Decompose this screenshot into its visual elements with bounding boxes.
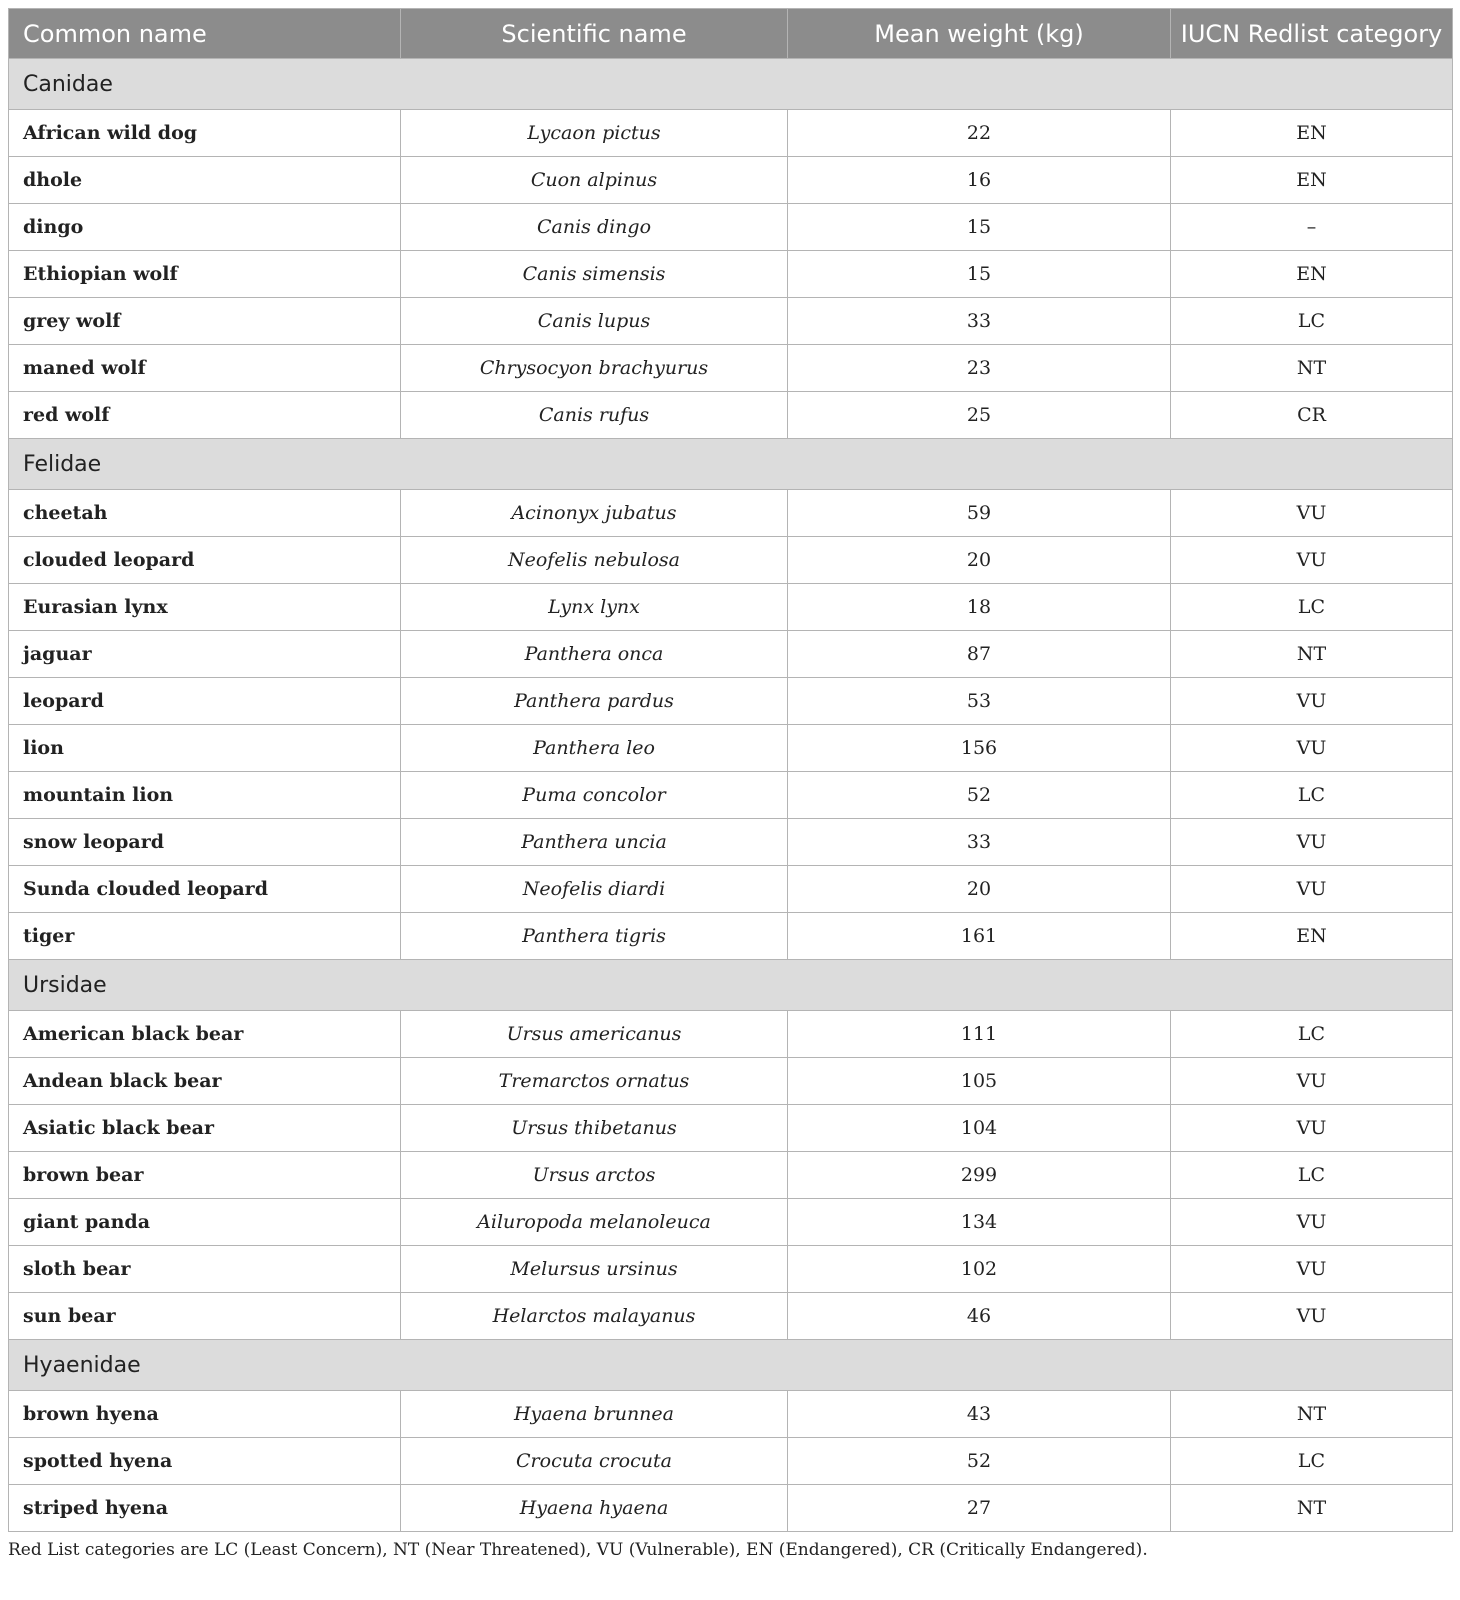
iucn-category-cell: EN <box>1171 251 1453 298</box>
scientific-name-cell: Canis simensis <box>401 251 788 298</box>
iucn-category-cell: VU <box>1171 490 1453 537</box>
mean-weight-cell: 43 <box>788 1391 1171 1438</box>
common-name-cell: snow leopard <box>9 819 401 866</box>
table-row <box>9 913 1453 960</box>
scientific-name-cell: Cuon alpinus <box>401 157 788 204</box>
table-row <box>9 1293 1453 1340</box>
table-row <box>9 1485 1453 1532</box>
table-row <box>9 1438 1453 1485</box>
mean-weight-cell: 59 <box>788 490 1171 537</box>
mean-weight-cell: 33 <box>788 298 1171 345</box>
header-common-name: Common name <box>9 9 401 59</box>
group-row-felidae <box>9 439 1453 490</box>
mean-weight-cell: 27 <box>788 1485 1171 1532</box>
common-name-cell: lion <box>9 725 401 772</box>
iucn-category-cell: EN <box>1171 913 1453 960</box>
mean-weight-cell: 16 <box>788 157 1171 204</box>
table-row <box>9 157 1453 204</box>
mean-weight-cell: 111 <box>788 1011 1171 1058</box>
scientific-name-cell: Panthera onca <box>401 631 788 678</box>
iucn-category-cell: CR <box>1171 392 1453 439</box>
mean-weight-cell: 52 <box>788 1438 1171 1485</box>
mean-weight-cell: 299 <box>788 1152 1171 1199</box>
mean-weight-cell: 23 <box>788 345 1171 392</box>
common-name-cell: red wolf <box>9 392 401 439</box>
table-row <box>9 584 1453 631</box>
common-name-cell: striped hyena <box>9 1485 401 1532</box>
group-row-canidae <box>9 59 1453 110</box>
mean-weight-cell: 87 <box>788 631 1171 678</box>
header-mean-weight: Mean weight (kg) <box>788 9 1171 59</box>
mean-weight-cell: 15 <box>788 251 1171 298</box>
iucn-category-cell: LC <box>1171 1011 1453 1058</box>
table-row <box>9 110 1453 157</box>
mean-weight-cell: 46 <box>788 1293 1171 1340</box>
scientific-name-cell: Melursus ursinus <box>401 1246 788 1293</box>
common-name-cell: leopard <box>9 678 401 725</box>
scientific-name-cell: Canis rufus <box>401 392 788 439</box>
mean-weight-cell: 20 <box>788 537 1171 584</box>
iucn-category-cell: EN <box>1171 157 1453 204</box>
scientific-name-cell: Puma concolor <box>401 772 788 819</box>
mean-weight-cell: 15 <box>788 204 1171 251</box>
iucn-category-cell: VU <box>1171 1246 1453 1293</box>
mean-weight-cell: 105 <box>788 1058 1171 1105</box>
common-name-cell: spotted hyena <box>9 1438 401 1485</box>
iucn-category-cell: LC <box>1171 1152 1453 1199</box>
common-name-cell: Sunda clouded leopard <box>9 866 401 913</box>
common-name-cell: clouded leopard <box>9 537 401 584</box>
iucn-category-cell: VU <box>1171 678 1453 725</box>
header-row <box>9 9 1453 59</box>
table-body <box>9 59 1453 1532</box>
iucn-category-cell: NT <box>1171 1485 1453 1532</box>
mean-weight-cell: 104 <box>788 1105 1171 1152</box>
scientific-name-cell: Chrysocyon brachyurus <box>401 345 788 392</box>
header-scientific-name: Scientific name <box>401 9 788 59</box>
common-name-cell: sun bear <box>9 1293 401 1340</box>
header-iucn-category: IUCN Redlist category <box>1171 9 1453 59</box>
scientific-name-cell: Lycaon pictus <box>401 110 788 157</box>
table-row <box>9 725 1453 772</box>
common-name-cell: Eurasian lynx <box>9 584 401 631</box>
table-row <box>9 1011 1453 1058</box>
table-row <box>9 392 1453 439</box>
table-row <box>9 1246 1453 1293</box>
iucn-category-cell: – <box>1171 204 1453 251</box>
scientific-name-cell: Tremarctos ornatus <box>401 1058 788 1105</box>
iucn-category-cell: LC <box>1171 298 1453 345</box>
group-row-hyaenidae <box>9 1340 1453 1391</box>
table-row <box>9 631 1453 678</box>
scientific-name-cell: Canis lupus <box>401 298 788 345</box>
table-row <box>9 866 1453 913</box>
scientific-name-cell: Crocuta crocuta <box>401 1438 788 1485</box>
table-row <box>9 1105 1453 1152</box>
table-row <box>9 298 1453 345</box>
scientific-name-cell: Canis dingo <box>401 204 788 251</box>
footnote: Red List categories are LC (Least Concern), NT (Near Threatened), VU (Vulnerable), EN (Endangered), CR (Critically Endangered). <box>8 1540 1148 1560</box>
common-name-cell: cheetah <box>9 490 401 537</box>
species-table <box>8 8 1453 1532</box>
scientific-name-cell: Neofelis nebulosa <box>401 537 788 584</box>
scientific-name-cell: Panthera pardus <box>401 678 788 725</box>
scientific-name-cell: Acinonyx jubatus <box>401 490 788 537</box>
scientific-name-cell: Panthera tigris <box>401 913 788 960</box>
table-header <box>9 9 1453 59</box>
mean-weight-cell: 25 <box>788 392 1171 439</box>
table-row <box>9 251 1453 298</box>
common-name-cell: giant panda <box>9 1199 401 1246</box>
scientific-name-cell: Neofelis diardi <box>401 866 788 913</box>
iucn-category-cell: VU <box>1171 725 1453 772</box>
iucn-category-cell: EN <box>1171 110 1453 157</box>
mean-weight-cell: 18 <box>788 584 1171 631</box>
iucn-category-cell: VU <box>1171 819 1453 866</box>
mean-weight-cell: 20 <box>788 866 1171 913</box>
scientific-name-cell: Lynx lynx <box>401 584 788 631</box>
mean-weight-cell: 156 <box>788 725 1171 772</box>
species-table-container <box>8 8 1452 1532</box>
common-name-cell: maned wolf <box>9 345 401 392</box>
scientific-name-cell: Ursus thibetanus <box>401 1105 788 1152</box>
common-name-cell: Andean black bear <box>9 1058 401 1105</box>
common-name-cell: dingo <box>9 204 401 251</box>
iucn-category-cell: VU <box>1171 866 1453 913</box>
iucn-category-cell: VU <box>1171 1199 1453 1246</box>
common-name-cell: African wild dog <box>9 110 401 157</box>
iucn-category-cell: LC <box>1171 1438 1453 1485</box>
group-row-ursidae <box>9 960 1453 1011</box>
table-row <box>9 819 1453 866</box>
iucn-category-cell: VU <box>1171 1293 1453 1340</box>
common-name-cell: grey wolf <box>9 298 401 345</box>
mean-weight-cell: 53 <box>788 678 1171 725</box>
table-row <box>9 1152 1453 1199</box>
mean-weight-cell: 22 <box>788 110 1171 157</box>
group-label: Felidae <box>9 439 1453 490</box>
iucn-category-cell: LC <box>1171 584 1453 631</box>
mean-weight-cell: 134 <box>788 1199 1171 1246</box>
common-name-cell: Ethiopian wolf <box>9 251 401 298</box>
scientific-name-cell: Panthera uncia <box>401 819 788 866</box>
iucn-category-cell: LC <box>1171 772 1453 819</box>
iucn-category-cell: VU <box>1171 1105 1453 1152</box>
group-label: Hyaenidae <box>9 1340 1453 1391</box>
scientific-name-cell: Hyaena brunnea <box>401 1391 788 1438</box>
scientific-name-cell: Ursus americanus <box>401 1011 788 1058</box>
common-name-cell: American black bear <box>9 1011 401 1058</box>
common-name-cell: mountain lion <box>9 772 401 819</box>
scientific-name-cell: Panthera leo <box>401 725 788 772</box>
common-name-cell: tiger <box>9 913 401 960</box>
table-row <box>9 1058 1453 1105</box>
mean-weight-cell: 102 <box>788 1246 1171 1293</box>
table-row <box>9 204 1453 251</box>
iucn-category-cell: NT <box>1171 631 1453 678</box>
table-row <box>9 537 1453 584</box>
table-row <box>9 772 1453 819</box>
table-row <box>9 345 1453 392</box>
common-name-cell: sloth bear <box>9 1246 401 1293</box>
common-name-cell: jaguar <box>9 631 401 678</box>
iucn-category-cell: VU <box>1171 1058 1453 1105</box>
iucn-category-cell: NT <box>1171 1391 1453 1438</box>
mean-weight-cell: 52 <box>788 772 1171 819</box>
table-row <box>9 490 1453 537</box>
scientific-name-cell: Hyaena hyaena <box>401 1485 788 1532</box>
common-name-cell: brown hyena <box>9 1391 401 1438</box>
scientific-name-cell: Ailuropoda melanoleuca <box>401 1199 788 1246</box>
common-name-cell: brown bear <box>9 1152 401 1199</box>
scientific-name-cell: Helarctos malayanus <box>401 1293 788 1340</box>
common-name-cell: Asiatic black bear <box>9 1105 401 1152</box>
scientific-name-cell: Ursus arctos <box>401 1152 788 1199</box>
iucn-category-cell: VU <box>1171 537 1453 584</box>
table-row <box>9 1199 1453 1246</box>
group-label: Ursidae <box>9 960 1453 1011</box>
mean-weight-cell: 161 <box>788 913 1171 960</box>
mean-weight-cell: 33 <box>788 819 1171 866</box>
group-label: Canidae <box>9 59 1453 110</box>
table-row <box>9 678 1453 725</box>
iucn-category-cell: NT <box>1171 345 1453 392</box>
common-name-cell: dhole <box>9 157 401 204</box>
table-row <box>9 1391 1453 1438</box>
